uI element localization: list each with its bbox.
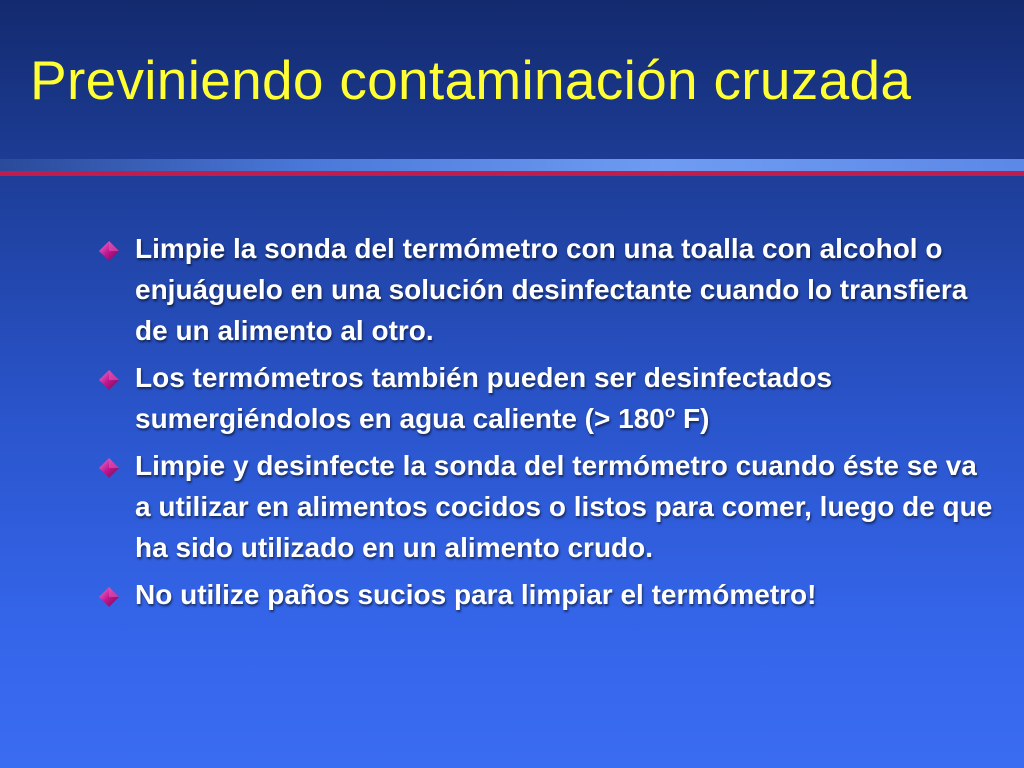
bullet-item bbox=[96, 357, 996, 439]
diamond-icon bbox=[98, 457, 120, 479]
bullet-text bbox=[135, 362, 832, 434]
diamond-icon bbox=[98, 240, 120, 262]
bullet-text-end: F) bbox=[675, 403, 710, 434]
bullet-text: Limpie la sonda del termómetro con una toalla con alcohol o enjuáguelo en una solución desinfectante cuando lo transfiera de un alimento al otro. bbox=[135, 233, 968, 346]
slide-title: Previniendo contaminación cruzada bbox=[30, 49, 912, 111]
bullet-item bbox=[96, 574, 996, 615]
bullet-text: No utilize paños sucios para limpiar el termómetro! bbox=[135, 579, 817, 610]
bullet-item bbox=[96, 445, 996, 568]
bullet-text: Limpie y desinfecte la sonda del termómetro cuando éste se va a utilizar en alimentos cocidos o listos para comer, luego de que ha sido utilizado en un alimento crudo. bbox=[135, 450, 993, 563]
diamond-icon bbox=[98, 586, 120, 608]
diamond-icon bbox=[98, 369, 120, 391]
bullet-text-main: Los termómetros también pueden ser desinfectados sumergiéndolos en agua caliente (> 180 bbox=[135, 362, 833, 434]
degree-superscript: o bbox=[664, 402, 676, 422]
title-divider-red bbox=[0, 171, 1024, 176]
bullet-list bbox=[96, 228, 996, 621]
title-divider-blue bbox=[0, 159, 1024, 171]
bullet-item bbox=[96, 228, 996, 351]
